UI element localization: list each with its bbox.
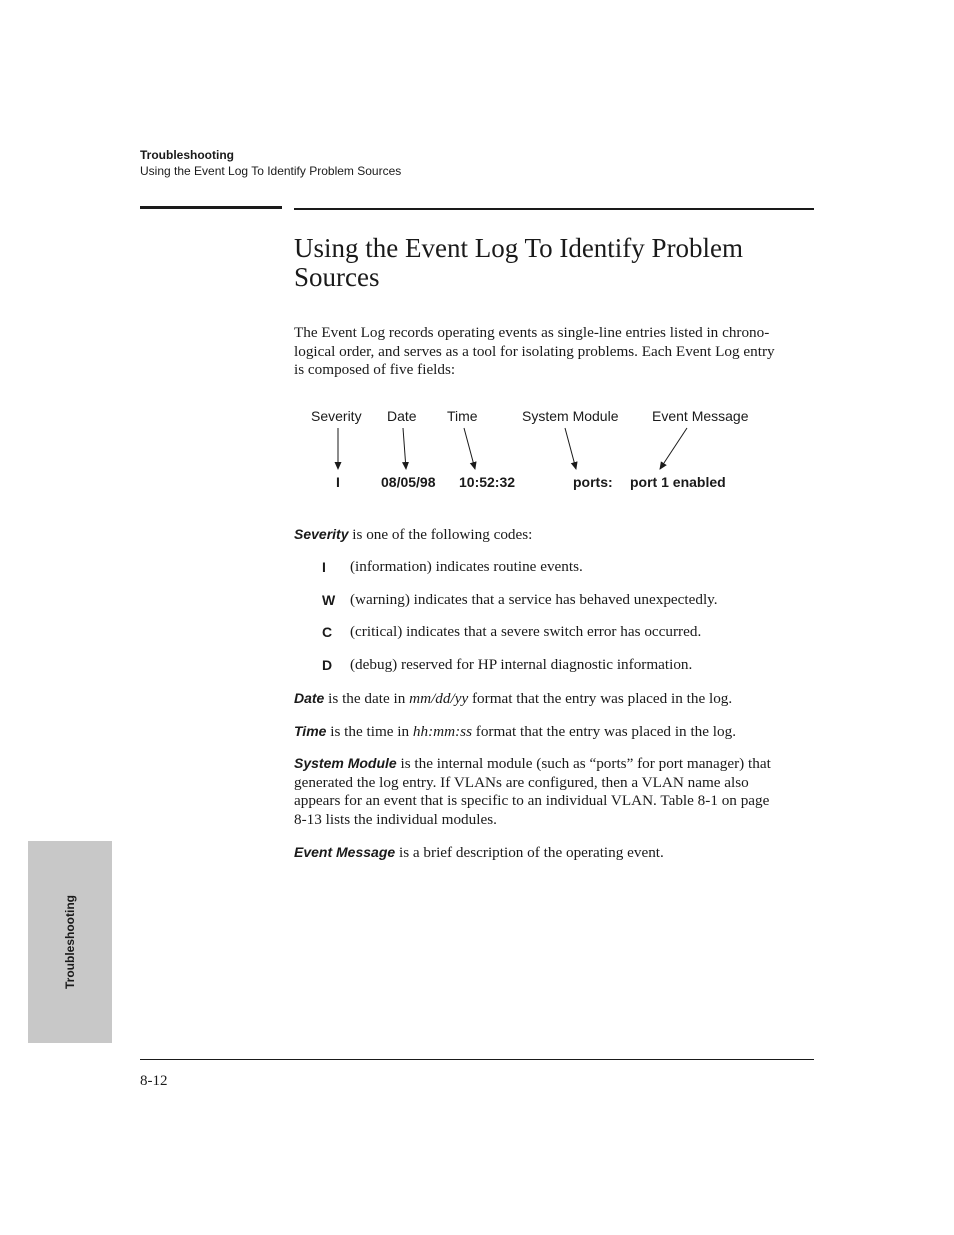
diagram-label-event-message: Event Message (652, 408, 749, 424)
severity-code-description: (debug) reserved for HP internal diagnostic information. (350, 656, 693, 673)
system-module-line-1: is the internal module (such as “ports” for port manager) that (396, 755, 771, 772)
severity-intro-text: is one of the following codes: (348, 526, 533, 543)
time-def-text: is the time in (326, 723, 413, 740)
diagram-label-date: Date (387, 408, 417, 424)
running-header-section: Troubleshooting (140, 148, 234, 162)
arrow-date (403, 428, 406, 469)
page-title-line-1: Using the Event Log To Identify Problem (294, 233, 744, 263)
severity-code-letter: C (322, 624, 333, 640)
time-term: Time (294, 723, 327, 739)
arrow-time (464, 428, 475, 469)
severity-code-description: (critical) indicates that a severe switch error has occurred. (350, 623, 702, 640)
severity-term: Severity (294, 526, 349, 542)
severity-code-letter: W (322, 592, 336, 608)
diagram-value-time: 10:52:32 (459, 474, 516, 490)
date-def-text: format that the entry was placed in the log. (468, 690, 733, 707)
system-module-line-2: generated the log entry. If VLANs are configured, then a VLAN name also (294, 773, 749, 791)
arrow-event-message (660, 428, 687, 469)
page-number: 8-12 (140, 1073, 168, 1089)
diagram-value-system-module: ports: (573, 474, 613, 490)
diagram-arrows (0, 0, 954, 520)
intro-line-1: The Event Log records operating events as single-line entries listed in chrono- (294, 324, 770, 341)
time-def-text: format that the entry was placed in the log. (471, 723, 736, 740)
severity-code-letter: D (322, 657, 333, 673)
intro-line-2: logical order, and serves as a tool for isolating problems. Each Event Log entry (294, 342, 775, 360)
severity-code-description: (warning) indicates that a service has behaved unexpectedly. (350, 591, 718, 608)
arrow-system-module (565, 428, 576, 469)
system-module-definition (294, 754, 816, 829)
severity-code-letter: I (322, 559, 326, 575)
event-message-def-text: is a brief description of the operating event. (395, 844, 664, 861)
side-tab-label: Troubleshooting (63, 895, 77, 989)
date-format: mm/dd/yy (409, 690, 469, 707)
page-title-line-2: Sources (294, 262, 380, 292)
system-module-line-4: 8-13 lists the individual modules. (294, 810, 497, 828)
intro-line-3: is composed of five fields: (294, 361, 456, 378)
diagram-value-severity: I (336, 474, 340, 490)
diagram-value-event-message: port 1 enabled (630, 474, 726, 490)
diagram-label-system-module: System Module (522, 408, 619, 424)
severity-intro (294, 525, 816, 545)
footer-rule (140, 1059, 814, 1060)
event-message-term: Event Message (294, 844, 396, 860)
time-format: hh:mm:ss (412, 723, 472, 740)
event-message-definition (294, 843, 816, 863)
chapter-side-tab (28, 841, 112, 1043)
running-header-subsection: Using the Event Log To Identify Problem Sources (140, 164, 402, 178)
diagram-value-date: 08/05/98 (381, 474, 436, 490)
date-term: Date (294, 690, 325, 706)
date-definition (294, 689, 816, 709)
diagram-label-time: Time (447, 408, 478, 424)
system-module-term: System Module (294, 755, 397, 771)
date-def-text: is the date in (324, 690, 410, 707)
system-module-line-3: appears for an event that is specific to an individual VLAN. Table 8-1 on page (294, 792, 770, 809)
time-definition (294, 722, 816, 742)
severity-code-description: (information) indicates routine events. (350, 558, 583, 575)
diagram-label-severity: Severity (311, 408, 362, 424)
